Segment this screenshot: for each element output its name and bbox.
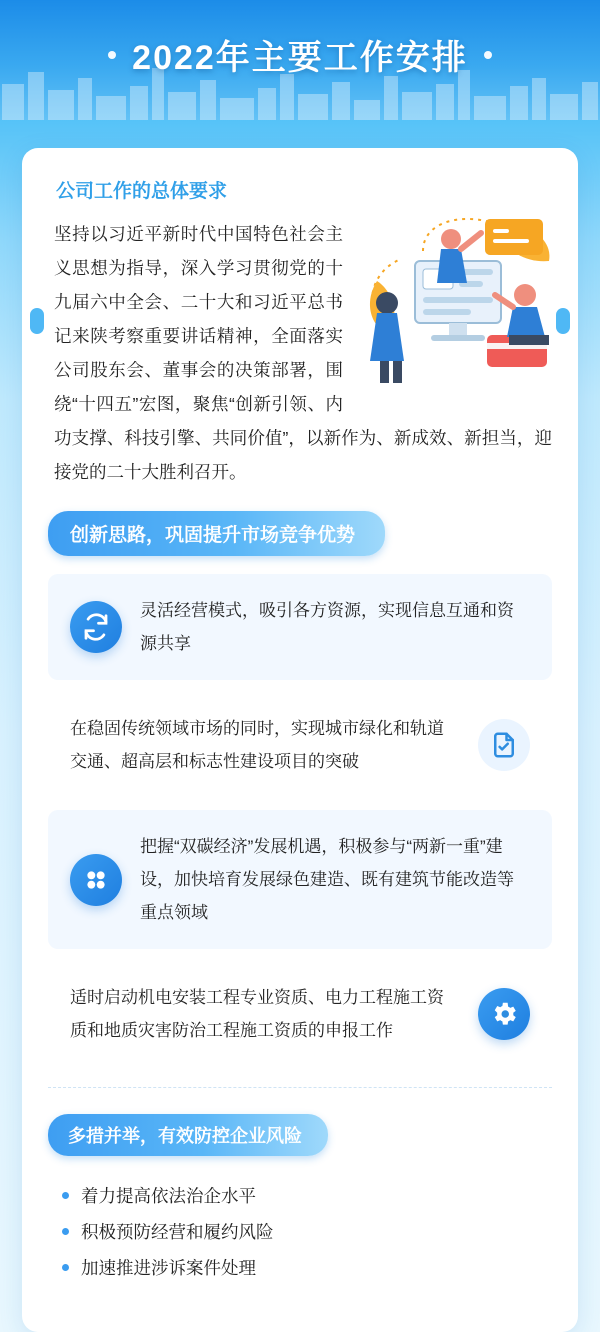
right-tab-decoration (556, 308, 570, 334)
bullet-text: 加速推进涉诉案件处理 (81, 1258, 256, 1278)
right-dot-icon (484, 51, 492, 59)
list-item (48, 698, 552, 792)
section1-body: 坚持以习近平新时代中国特色社会主义思想为指导，深入学习贯彻党的十九届六中全会、二十大和习近平总书记来陕考察重要讲话精神，全面落实公司股东会、董事会的决策部署，围绕“十四五”宏图，聚焦“创新引领、内功支撑、科技引擎、共同价值”，以新作为、新成效、新担当，迎接党的二十大胜利召开。 (54, 224, 552, 482)
bullet-dot-icon (62, 1228, 69, 1235)
list-item-text: 把握“双碳经济”发展机遇，积极参与“两新一重”建设，加快培育发展绿色建造、既有建筑节能改造等重点领域 (140, 837, 514, 922)
refresh-icon (70, 601, 122, 653)
innovation-section (48, 489, 552, 1061)
overall-requirements-section (48, 176, 552, 489)
document-check-icon (478, 719, 530, 771)
bullet-text: 着力提高依法治企水平 (81, 1186, 256, 1206)
section-divider (48, 1087, 552, 1088)
list-item (48, 810, 552, 949)
bullet-dot-icon (62, 1264, 69, 1271)
list-item (62, 1250, 552, 1286)
bullet-text: 积极预防经营和履约风险 (81, 1222, 274, 1242)
list-item (62, 1178, 552, 1214)
bullet-dot-icon (62, 1192, 69, 1199)
section3-pill-heading: 多措并举，有效防控企业风险 (48, 1114, 328, 1156)
grid-flower-icon (70, 854, 122, 906)
gear-icon (478, 988, 530, 1040)
left-dot-icon (108, 51, 116, 59)
list-item (48, 574, 552, 680)
list-item-text: 在稳固传统领域市场的同时，实现城市绿化和轨道交通、超高层和标志性建设项目的突破 (70, 719, 444, 771)
list-item-text: 适时启动机电安装工程专业资质、电力工程施工资质和地质灾害防治工程施工资质的申报工作 (70, 988, 444, 1040)
list-item-text: 灵活经营模式，吸引各方资源，实现信息互通和资源共享 (140, 601, 514, 653)
page-title: 2022年主要工作安排 (132, 39, 468, 77)
section1-title: 公司工作的总体要求 (56, 181, 228, 202)
list-item (62, 1214, 552, 1250)
content-card (22, 148, 578, 1332)
teamwork-illustration (353, 211, 558, 391)
page-header (0, 0, 600, 120)
bullet-list (62, 1178, 552, 1286)
header-title-row (0, 30, 600, 79)
left-tab-decoration (30, 308, 44, 334)
section2-pill-heading: 创新思路，巩固提升市场竞争优势 (48, 511, 385, 556)
risk-control-section (48, 1092, 552, 1286)
list-item (48, 967, 552, 1061)
